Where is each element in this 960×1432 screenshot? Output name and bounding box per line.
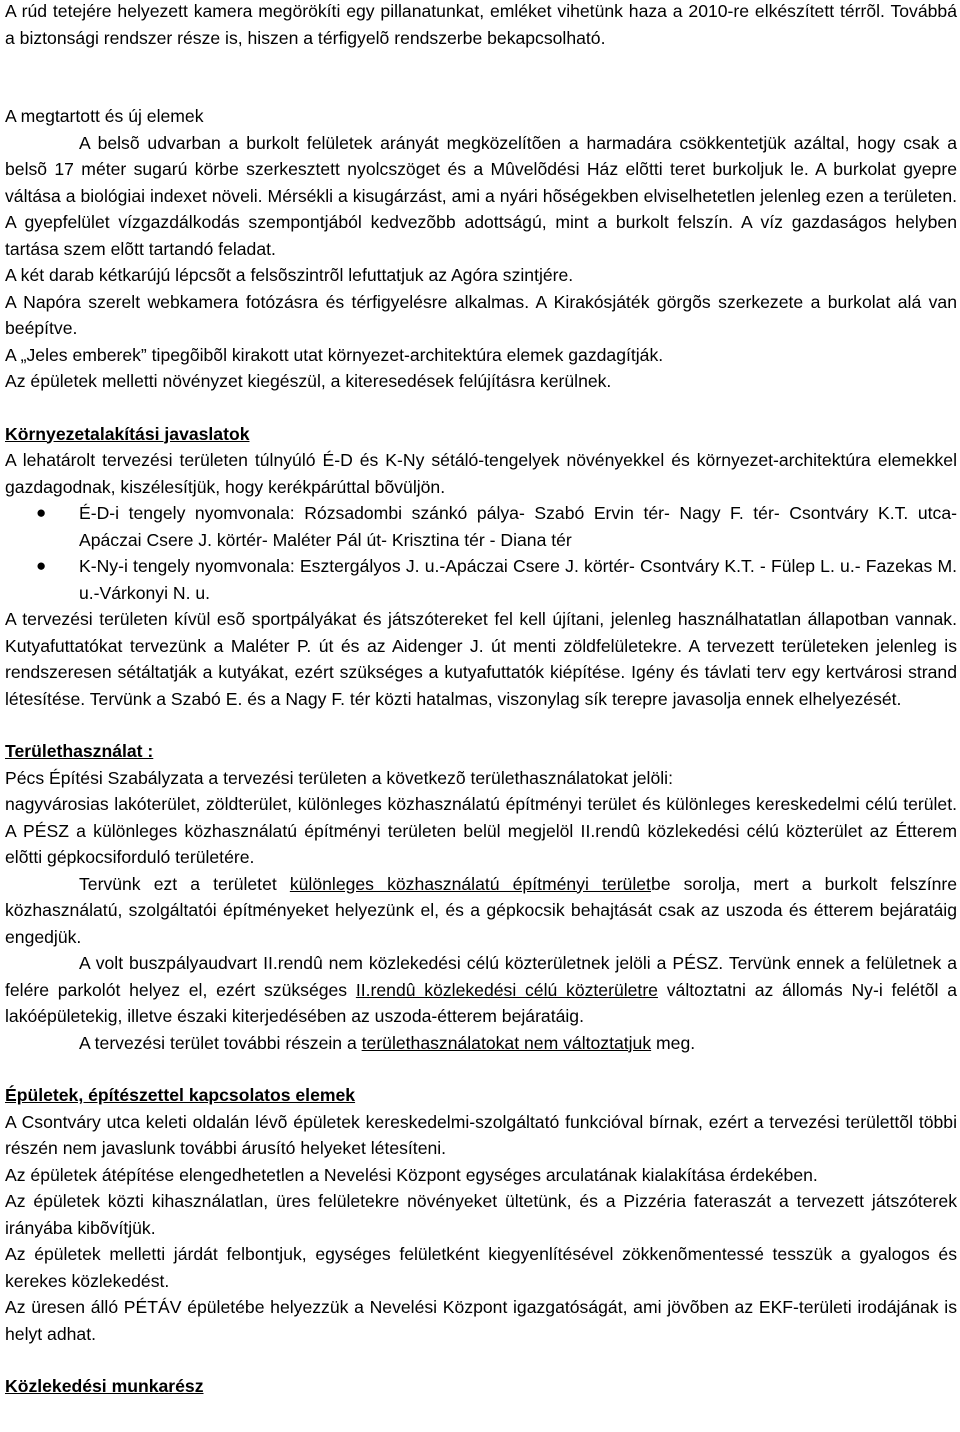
axis-list: [5, 500, 957, 606]
section-heading-buildings: Épületek, építészettel kapcsolatos elemek: [5, 1085, 356, 1105]
buildings-paragraph-5: Az üresen álló PÉTÁV épületébe helyezzük a Nevelési Központ igazgatóságát, ami jövõben az EKF-területi irodájának is helyt adhat.: [5, 1297, 957, 1344]
bullet-icon: ●: [36, 503, 47, 522]
list-item: [5, 553, 957, 606]
environment-paragraph-2: A tervezési területen kívül esõ sportpályákat és játszótereket fel kell újítani, jelenleg használhatatlan állapotban vannak. Kutyafuttatókat tervezünk a Maléter P. út és az Aidenger J. út menti zöldfelületekre. A tervezett területeken jelenleg is rendszeresen sétáltatják a kutyákat, ezért szükséges a kutyafuttatók kiépítése. Igény és távlati terv egy kertvárosi strand létesítése. Tervünk a Szabó E. és a Nagy F. tér közti hatalmas, viszonylag sík terepre javasolja ennek elhelyezését.: [5, 609, 957, 709]
list-item-text: É-D-i tengely nyomvonala: Rózsadombi szánkó pálya- Szabó Ervin tér- Nagy F. tér- Csontváry K.T. utca- Apáczai Csere J. körtér- Maléter Pál út- Krisztina tér - Diana tér: [79, 503, 957, 550]
land-use-text-4b: változtatni az állomás Ny-i felétõl a lakóépületekig, illetve északi kiterjedésében az uszoda-étterem bejáratáig.: [5, 979, 957, 1026]
section-heading-land-use: Területhasználat :: [5, 741, 154, 761]
kept-elements-paragraph-5: Az épületek melletti növényzet kiegészül, a kiteresedések felújításra kerülnek.: [5, 371, 612, 391]
land-use-text-5a: A tervezési terület további részein a: [79, 1032, 362, 1053]
land-use-text-3a: Tervünk ezt a területet: [79, 873, 290, 894]
land-use-paragraph-1: Pécs Építési Szabályzata a tervezési területen a következõ területhasználatokat jelöli:: [5, 767, 673, 788]
land-use-paragraph-3: [5, 871, 957, 951]
buildings-paragraph-4: Az épületek melletti járdát felbontjuk, egységes felületként kiegyenlítésével zökkenõmentessé tesszük a gyalogos és kerekes közlekedést.: [5, 1244, 957, 1291]
kept-elements-paragraph-1: [5, 130, 957, 263]
kept-elements-paragraph-2: A két darab kétkarújú lépcsõt a felsõszintrõl lefuttatjuk az Agóra szintjére.: [5, 265, 574, 285]
section-heading-traffic: Közlekedési munkarész: [5, 1376, 204, 1396]
section-heading-environment: Környezetalakítási javaslatok: [5, 423, 250, 444]
kept-elements-text-1: A belsõ udvarban a burkolt felületek arányát megközelítõen a harmadára csökkentetjük azáltal, hogy csak a belsõ 17 méter sugarú körbe szerkesztett nyolcszöget és a Mûvelõdési Ház elõtti teret burkoljuk le. A burkolat gyepre váltása a biológiai indexet növeli. Mérsékli a kisugárzást, ami a nyári hõségekben elviselhetetlen jelenleg ezen a területen. A gyepfelület vízgazdálkodás szempontjából kedvezõbb adottságú, mint a burkolt felszín. A víz gazdaságos helyben tartása szem elõtt tartandó feladat.: [5, 132, 957, 259]
section-title-kept-elements: A megtartott és új elemek: [5, 106, 204, 126]
bullet-icon: ●: [36, 556, 47, 575]
land-use-text-5b: meg.: [651, 1032, 696, 1053]
land-use-paragraph-4: [5, 950, 957, 1030]
land-use-underlined-5: területhasználatokat nem változtatjuk: [361, 1032, 652, 1053]
buildings-paragraph-1: A Csontváry utca keleti oldalán lévõ épületek kereskedelmi-szolgáltató funkcióval bírnak, ezért a tervezési területtõl többi részén nem javaslunk további árusító helyeket létesíteni.: [5, 1111, 957, 1158]
kept-elements-paragraph-4: A „Jeles emberek” tipegõibõl kirakott utat környezet-architektúra elemek gazdagítják.: [5, 344, 664, 365]
buildings-paragraph-3: Az épületek közti kihasználatlan, üres felületekre növényeket ültetünk, és a Pizzéria fateraszát a tervezett játszóterek irányába kibõvítjük.: [5, 1191, 957, 1238]
buildings-paragraph-2: Az épületek átépítése elengedhetetlen a Nevelési Központ egységes arculatának kialakítása érdekében.: [5, 1164, 818, 1185]
land-use-underlined-4: II.rendû közlekedési célú közterületre: [355, 979, 658, 1000]
land-use-underlined-3: különleges közhasználatú építményi terület: [289, 873, 651, 894]
land-use-paragraph-5: [5, 1030, 957, 1057]
land-use-text-4a: A volt buszpályaudvart II.rendû nem közlekedési célú közterületnek jelöli a PÉSZ. Tervünk ennek a felületnek a felére parkolót helyez el, ezért szükséges: [5, 953, 957, 1000]
kept-elements-paragraph-3: A Napóra szerelt webkamera fotózásra és térfigyelésre alkalmas. A Kirakósjáték görgõs szerkezete a burkolat alá van beépítve.: [5, 291, 957, 338]
environment-paragraph-1: A lehatárolt tervezési területen túlnyúló É-D és K-Ny sétáló-tengelyek növényekkel és környezet-architektúra elemekkel gazdagodnak, kiszélesítjük, hogy kerékpárúttal bõvüljön.: [5, 450, 957, 497]
land-use-paragraph-2: nagyvárosias lakóterület, zöldterület, különleges közhasználatú építményi terület és különleges kereskedelmi célú terület. A PÉSZ a különleges közhasználatú építményi területen belül megjelöl II.rendû közlekedési célú közterület az Étterem elõtti gépkocsiforduló területére.: [5, 794, 957, 867]
land-use-text-3b: be sorolja, mert a burkolt felszínre közhasználatú, szolgáltatói építményeket helyezünk el, és a gépkocsik behajtását csak az uszoda és étterem bejáratáig engedjük.: [5, 873, 958, 947]
list-item-text: K-Ny-i tengely nyomvonala: Esztergályos J. u.-Apáczai Csere J. körtér- Csontváry K.T. - Fülep L. u.- Fazekas M. u.-Várkonyi N. u.: [79, 556, 957, 603]
list-item: [5, 500, 957, 553]
intro-paragraph: A rúd tetejére helyezett kamera megörökíti egy pillanatunkat, emléket vihetünk haza a 2010-re elkészített térrõl. Továbbá a biztonsági rendszer része is, hiszen a térfigyelõ rendszerbe bekapcsolható.: [5, 1, 957, 48]
document-page: [5, 0, 957, 1400]
